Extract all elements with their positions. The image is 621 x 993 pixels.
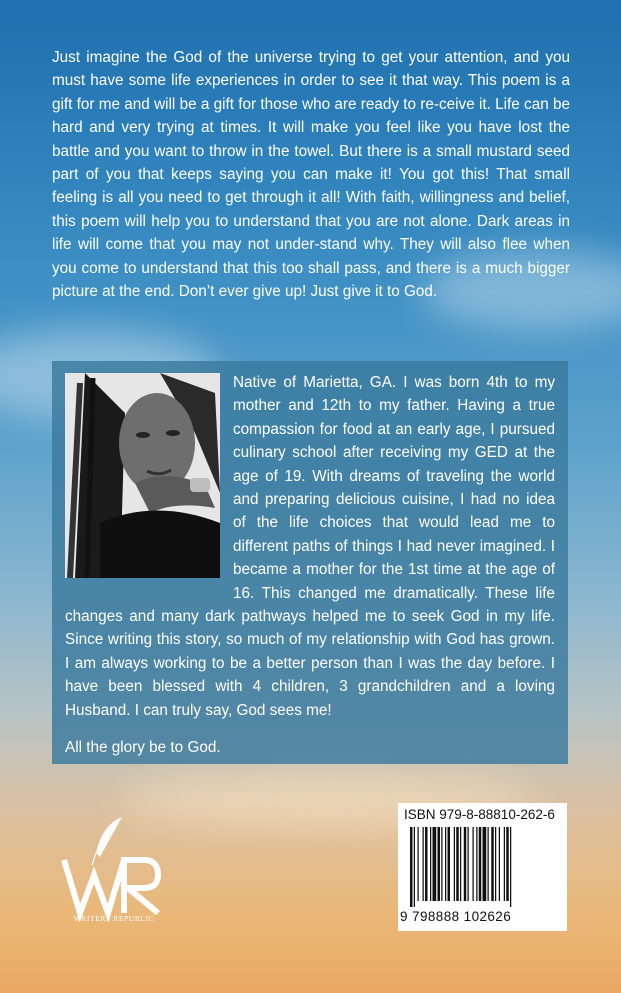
barcode-bar [473, 827, 474, 901]
barcode-bar [418, 827, 419, 901]
barcode-bar [410, 827, 413, 907]
intro-paragraph: Just imagine the God of the universe trying to get your attention, and you must have some life experiences in order to see it that way. This poem is a gift for me and will be a gift for those who are ready to re-ceive it. Life can be hard and very trying at times. It will make you feel like you have lost the battle and you want to throw in the towel. But there is a small mustard seed part of you that keeps saying you can make it! You got this! That small feeling is all you need to get through it all! With faith, willingness and belief, this poem will help you to understand that you are not alone. Dark areas in life will come that you may not under-stand why. They will also flee when you come to understand that this too shall pass, and there is a much bigger picture at the end. Don’t ever give up! Just give it to God. [52, 49, 570, 301]
author-bio-paragraph: Native of Marietta, GA. I was born 4th to my mother and 12th to my father. Having a true compassion for food at an early age, I pursued culinary school after receiving my GED at the age of 19. With dreams of traveling the world and preparing delicious cuisine, I had no idea of the life choices that would lead me to different paths of things I had never imagined. I became a mother for the 1st time at the age of 16. This changed me dramatically. These life changes and many dark pathways helped me to seek God in my life. Since writing this story, so much of my relationship with God has grown. I am always working to be a better person than I was the day before. I have been blessed with 4 children, 3 grandchildren and a loving Husband. I can truly say, God sees me! [65, 374, 555, 719]
barcode-bar [425, 827, 428, 901]
barcode-bar [438, 827, 441, 901]
barcode-bar [495, 827, 496, 901]
barcode-bar [414, 827, 415, 907]
barcode-bar [430, 827, 431, 901]
barcode-bar [479, 827, 482, 901]
barcode-bar [504, 827, 505, 901]
barcode-bar [483, 827, 487, 901]
barcode-bars [408, 827, 558, 907]
author-bio-text [65, 371, 555, 722]
barcode-bar [468, 827, 469, 901]
publisher-name: WRITERS REPUBLIC [73, 914, 155, 923]
barcode-bar [499, 827, 500, 901]
barcode-bar [510, 827, 511, 907]
barcode-bar [454, 827, 455, 901]
barcode-bar [491, 827, 494, 901]
barcode-bar [460, 827, 461, 901]
barcode-bar [441, 827, 442, 901]
barcode-bar [476, 827, 477, 901]
barcode-digits: 9 798888 102626 [400, 909, 512, 924]
barcode-bar [445, 827, 446, 901]
quill-logo-icon [60, 815, 170, 930]
barcode-bar [488, 827, 489, 901]
isbn-barcode [398, 803, 567, 931]
barcode-bar [464, 827, 467, 901]
barcode-bar [456, 827, 459, 901]
author-bio-box [52, 361, 568, 764]
photo-spacer [65, 371, 233, 585]
isbn-label: ISBN 979-8-88810-262-6 [404, 807, 555, 822]
barcode-bar [423, 827, 424, 901]
closing-line: All the glory be to God. [65, 739, 221, 756]
barcode-bar [506, 827, 509, 901]
barcode-bar [448, 827, 451, 901]
barcode-bar [433, 827, 437, 901]
